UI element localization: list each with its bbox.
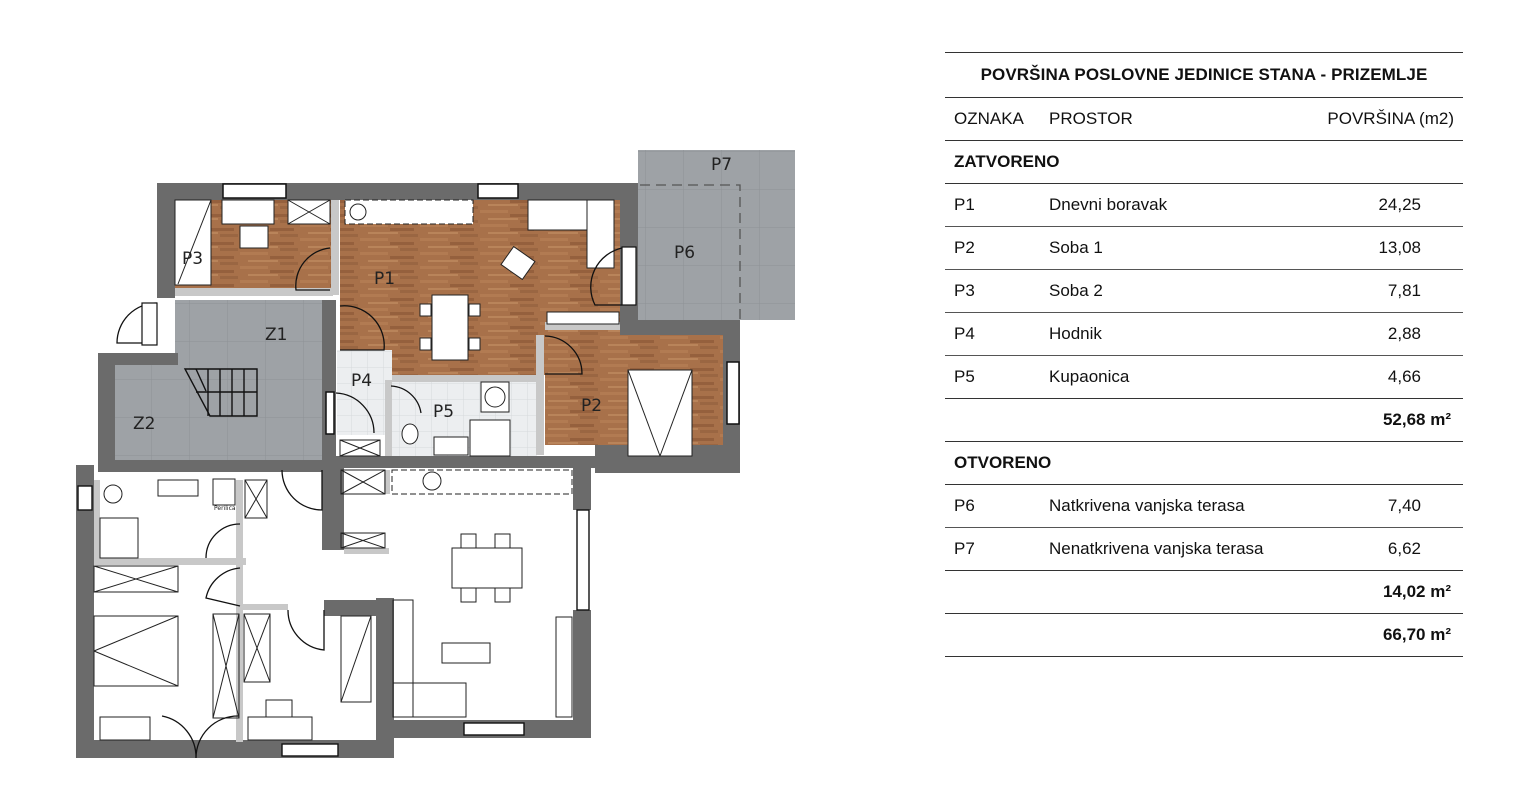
- subtotal-open: 14,02 m²: [1382, 582, 1451, 601]
- row-area: 2,88: [1387, 324, 1421, 343]
- header-area: POVRŠINA (m2): [1327, 109, 1454, 128]
- label-p5: P5: [433, 402, 455, 422]
- row-code: P1: [954, 195, 975, 214]
- header-space: PROSTOR: [1049, 109, 1133, 128]
- section-title-open: OTVORENO: [954, 453, 1052, 472]
- table-header: [945, 98, 1463, 140]
- table-title: POVRŠINA POSLOVNE JEDINICE STANA - PRIZEMLJE: [980, 65, 1428, 84]
- table-row: [945, 485, 1463, 527]
- row-code: P5: [954, 367, 975, 386]
- room-z1-floor: [175, 300, 325, 360]
- table-row: [945, 528, 1463, 570]
- row-space: Dnevni boravak: [1049, 195, 1168, 214]
- area-table: [945, 52, 1463, 657]
- table-row: [945, 313, 1463, 355]
- row-code: P3: [954, 281, 975, 300]
- table-row: [945, 227, 1463, 269]
- row-space: Natkrivena vanjska terasa: [1049, 496, 1245, 515]
- label-p7: P7: [711, 155, 733, 175]
- divider: [945, 656, 1463, 657]
- label-z2: Z2: [133, 414, 156, 434]
- row-area: 6,62: [1387, 539, 1421, 558]
- label-p6: P6: [674, 243, 696, 263]
- section-title-closed: ZATVORENO: [954, 152, 1060, 171]
- row-code: P7: [954, 539, 975, 558]
- row-code: P2: [954, 238, 975, 257]
- table-row: [945, 356, 1463, 398]
- table-row: [945, 184, 1463, 226]
- row-area: 7,81: [1387, 281, 1421, 300]
- row-space: Soba 1: [1049, 238, 1103, 257]
- row-area: 7,40: [1387, 496, 1421, 515]
- label-washer: Perilica: [214, 505, 236, 512]
- row-space: Soba 2: [1049, 281, 1103, 300]
- row-code: P6: [954, 496, 975, 515]
- row-space: Kupaonica: [1049, 367, 1130, 386]
- row-area: 4,66: [1387, 367, 1421, 386]
- room-z2-floor: [115, 360, 327, 464]
- row-area: 13,08: [1378, 238, 1421, 257]
- label-p3: P3: [182, 249, 204, 269]
- label-z1: Z1: [265, 325, 288, 345]
- row-space: Hodnik: [1049, 324, 1102, 343]
- label-p2: P2: [581, 396, 603, 416]
- room-p4-floor: [337, 350, 392, 435]
- header-code: OZNAKA: [954, 109, 1024, 128]
- grand-total: 66,70 m²: [1382, 625, 1451, 644]
- label-p4: P4: [351, 371, 373, 391]
- label-p1: P1: [374, 269, 396, 289]
- row-space: Nenatkrivena vanjska terasa: [1049, 539, 1264, 558]
- subtotal-closed: 52,68 m²: [1382, 410, 1451, 429]
- row-code: P4: [954, 324, 975, 343]
- walls-lower: [76, 465, 591, 758]
- terrace-p6-p7: [638, 150, 795, 320]
- row-area: 24,25: [1378, 195, 1421, 214]
- table-row: [945, 270, 1463, 312]
